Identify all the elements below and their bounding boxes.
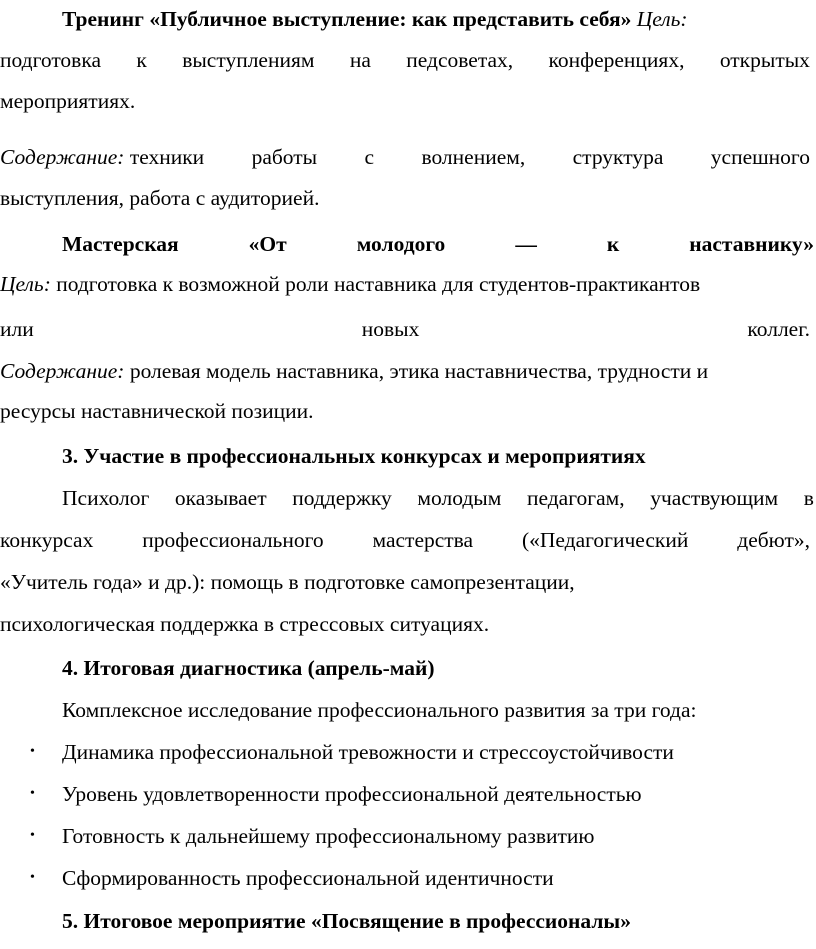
word: «От bbox=[248, 232, 287, 256]
word: педсоветах, bbox=[406, 48, 514, 72]
content-text: ролевая модель наставника, этика наставничества, трудности и bbox=[129, 359, 709, 383]
goal-text-line-1 bbox=[0, 47, 810, 73]
word: («Педагогический bbox=[521, 528, 689, 552]
word: коллег. bbox=[747, 317, 810, 341]
list-item-text: Динамика профессиональной тревожности и стрессоустойчивости bbox=[62, 740, 674, 764]
word: педагогам, bbox=[526, 486, 625, 510]
bullet-icon: • bbox=[30, 786, 35, 801]
word: подготовка bbox=[0, 48, 102, 72]
content-line-2: выступления, работа с аудиторией. bbox=[0, 186, 320, 210]
word: дебют», bbox=[737, 528, 810, 552]
section-4-heading: 4. Итоговая диагностика (апрель-май) bbox=[62, 656, 435, 680]
section-3-heading: 3. Участие в профессиональных конкурсах и мероприятиях bbox=[62, 444, 646, 468]
word: волнением, bbox=[421, 145, 526, 169]
word: Психолог bbox=[62, 486, 150, 510]
bullet-icon: • bbox=[30, 828, 35, 843]
word: к bbox=[136, 48, 147, 72]
word: структура bbox=[572, 145, 664, 169]
word: поддержку bbox=[292, 486, 392, 510]
word: открытых bbox=[719, 48, 810, 72]
word: — bbox=[515, 232, 537, 256]
word: Мастерская bbox=[62, 232, 179, 256]
goal-text-line-2: мероприятиях. bbox=[0, 89, 136, 113]
content-label: Содержание: bbox=[0, 359, 125, 383]
word: оказывает bbox=[174, 486, 267, 510]
section-4-intro: Комплексное исследование профессионального развития за три года: bbox=[62, 698, 697, 722]
word: молодого bbox=[356, 232, 446, 256]
goal-label: Цель: bbox=[0, 272, 51, 296]
word: мастерства bbox=[372, 528, 474, 552]
workshop-title bbox=[62, 231, 814, 257]
word: к bbox=[606, 232, 620, 256]
goal-label: Цель: bbox=[636, 7, 688, 31]
goal-text: подготовка к возможной роли наставника для студентов-практикантов bbox=[56, 272, 701, 296]
content-line-1 bbox=[0, 144, 810, 170]
word: профессионального bbox=[142, 528, 324, 552]
training-title-line bbox=[62, 6, 816, 32]
training-title: Тренинг «Публичное выступление: как представить себя» bbox=[62, 7, 632, 31]
word: молодым bbox=[417, 486, 502, 510]
workshop-content-line-1 bbox=[0, 358, 816, 384]
section-3-line-1 bbox=[62, 485, 814, 511]
bullet-icon: • bbox=[30, 744, 35, 759]
workshop-goal-line-2 bbox=[0, 316, 810, 342]
content-label: Содержание: bbox=[0, 145, 125, 169]
section-5-heading: 5. Итоговое мероприятие «Посвящение в профессионалы» bbox=[62, 909, 631, 933]
word: техники bbox=[129, 145, 205, 169]
word: на bbox=[349, 48, 371, 72]
list-item-text: Сформированность профессиональной идентичности bbox=[62, 866, 554, 890]
section-3-line-3: «Учитель года» и др.): помощь в подготовке самопрезентации, bbox=[0, 570, 575, 594]
word: участвующим bbox=[650, 486, 779, 510]
list-item-text: Уровень удовлетворенности профессиональной деятельностью bbox=[62, 782, 642, 806]
section-3-line-4: психологическая поддержка в стрессовых ситуациях. bbox=[0, 612, 490, 636]
word: конкурсах bbox=[0, 528, 94, 552]
word: или bbox=[0, 317, 34, 341]
word: работы bbox=[251, 145, 318, 169]
workshop-content-line-2: ресурсы наставнической позиции. bbox=[0, 399, 314, 423]
section-3-line-2 bbox=[0, 527, 810, 553]
word: успешного bbox=[710, 145, 810, 169]
word: конференциях, bbox=[548, 48, 685, 72]
word: новых bbox=[361, 317, 420, 341]
word: наставнику» bbox=[689, 232, 814, 256]
workshop-goal-line-1 bbox=[0, 271, 816, 297]
bullet-icon: • bbox=[30, 870, 35, 885]
word: в bbox=[803, 486, 814, 510]
word: выступлениям bbox=[182, 48, 315, 72]
word: с bbox=[364, 145, 375, 169]
list-item-text: Готовность к дальнейшему профессиональному развитию bbox=[62, 824, 595, 848]
